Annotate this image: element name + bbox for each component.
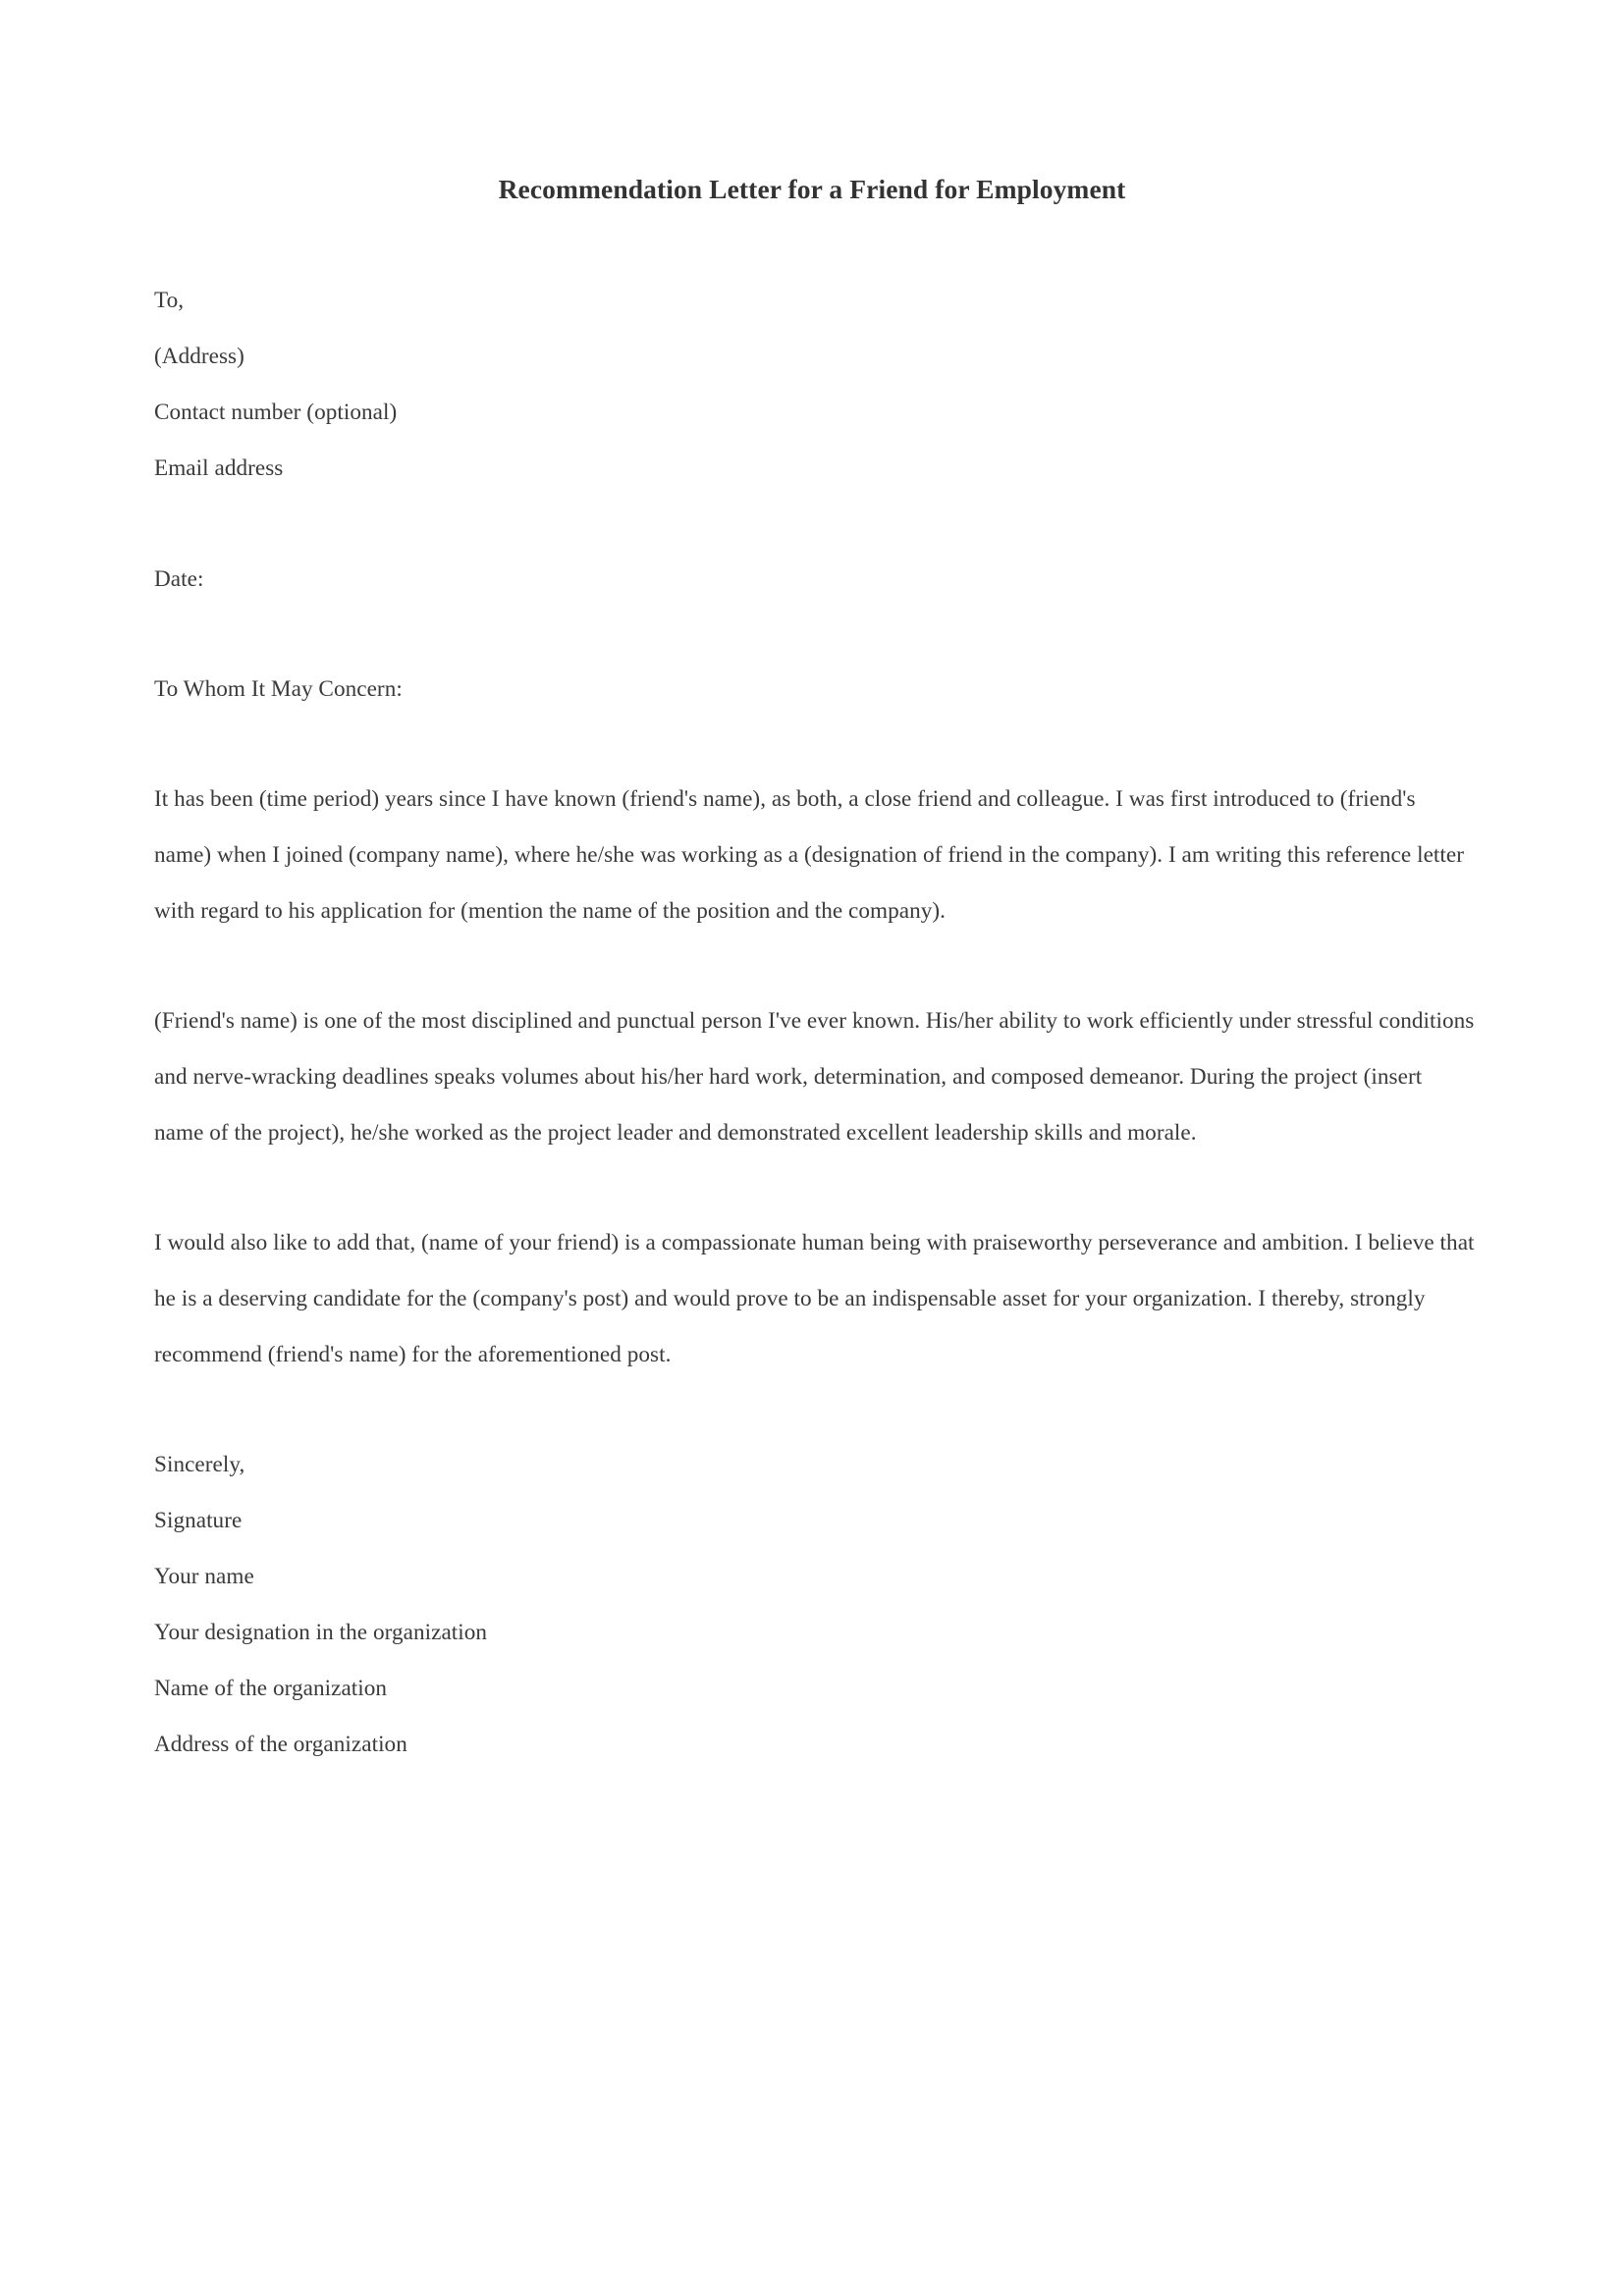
body-paragraph-3: I would also like to add that, (name of your friend) is a compassionate human being with praiseworthy perseverance and ambition. I believe that he is a deserving candidate for the (company's post) and would prove to be an indispensable asset for your organization. I thereby, strongly recommend (friend's name) for the aforementioned post. (154, 1230, 1475, 1368)
closing-line-signature: Signature (154, 1508, 243, 1534)
closing-line-designation: Your designation in the organization (154, 1620, 488, 1646)
body-paragraph-2: (Friend's name) is one of the most disciplined and punctual person I've ever known. His/her ability to work efficiently under stressful conditions and nerve-wracking deadlines speaks volumes about his/her hard work, determination, and composed demeanor. During the project (insert name of the project), he/she worked as the project leader and demonstrated excellent leadership skills and morale. (154, 1008, 1475, 1147)
date-label: Date: (154, 566, 204, 593)
closing-block (154, 1437, 1475, 1773)
recipient-line-email: Email address (154, 455, 284, 482)
salutation-text: To Whom It May Concern: (154, 676, 403, 703)
date-block (154, 552, 1475, 608)
recipient-line-address: (Address) (154, 344, 244, 370)
closing-line-name: Your name (154, 1564, 254, 1590)
recipient-line-to: To, (154, 288, 185, 314)
recipient-line-contact: Contact number (optional) (154, 400, 398, 426)
letter-content (154, 0, 1475, 1773)
body-paragraph-1: It has been (time period) years since I have known (friend's name), as both, a close friend and colleague. I was first introduced to (friend's name) when I joined (company name), where he/she was working as a (designation of friend in the company). I am writing this reference letter with regard to his application for (mention the name of the position and the company). (154, 786, 1465, 925)
body-block (154, 772, 1475, 1383)
salutation-block (154, 662, 1475, 718)
page-title: Recommendation Letter for a Friend for Employment (498, 174, 1126, 204)
recipient-block (154, 273, 1475, 497)
closing-line-sincerely: Sincerely, (154, 1452, 245, 1478)
closing-line-organization: Name of the organization (154, 1676, 388, 1702)
closing-line-org-address: Address of the organization (154, 1732, 407, 1758)
